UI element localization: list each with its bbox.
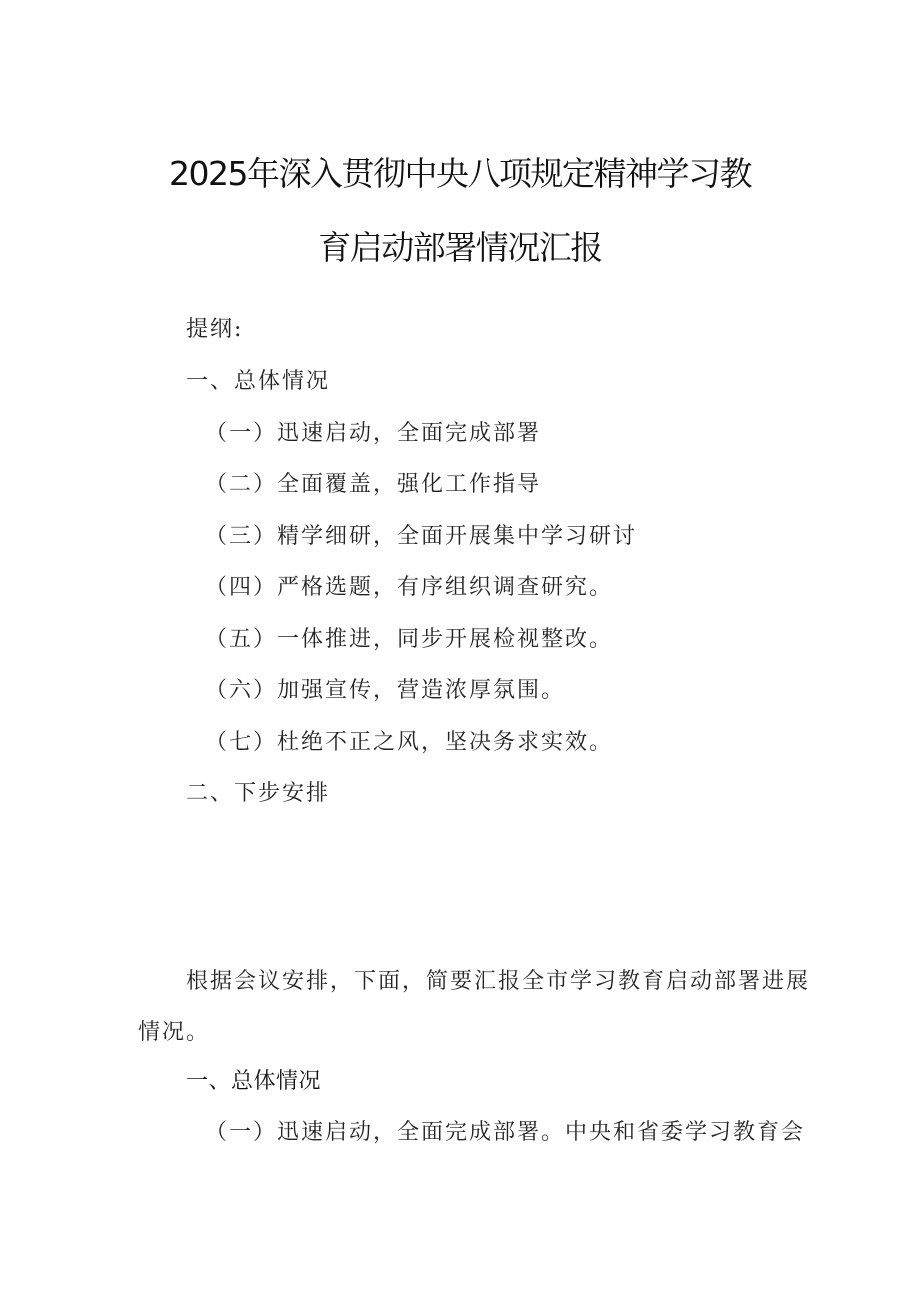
outline-item: 二、下步安排 [186, 781, 331, 806]
outline-item: （二）全面覆盖，强化工作指导 [205, 472, 542, 497]
outline-item: （一）迅速启动，全面完成部署 [205, 421, 542, 446]
document-title-line-1: 2025年深入贯彻中央八项规定精神学习教 [169, 154, 751, 193]
section-heading: 一、总体情况 [186, 1069, 322, 1094]
outline-item: （五）一体推进，同步开展检视整改。 [205, 627, 614, 652]
outline-item: （四）严格选题，有序组织调查研究。 [205, 575, 614, 600]
document-title-line-2: 育启动部署情况汇报 [318, 228, 602, 267]
body-paragraph-line: （一）迅速启动，全面完成部署。中央和省委学习教育会 [205, 1120, 806, 1145]
body-paragraph-line: 情况。 [138, 1020, 211, 1045]
body-paragraph-line: 根据会议安排，下面，简要汇报全市学习教育启动部署进展 [186, 969, 811, 994]
outline-item: 一、总体情况 [186, 369, 331, 394]
outline-item: （七）杜绝不正之风，坚决务求实效。 [205, 730, 614, 755]
outline-label: 提纲: [186, 317, 244, 342]
outline-item: （六）加强宣传，营造浓厚氛围。 [205, 678, 566, 703]
outline-item: （三）精学细研，全面开展集中学习研讨 [205, 524, 638, 549]
